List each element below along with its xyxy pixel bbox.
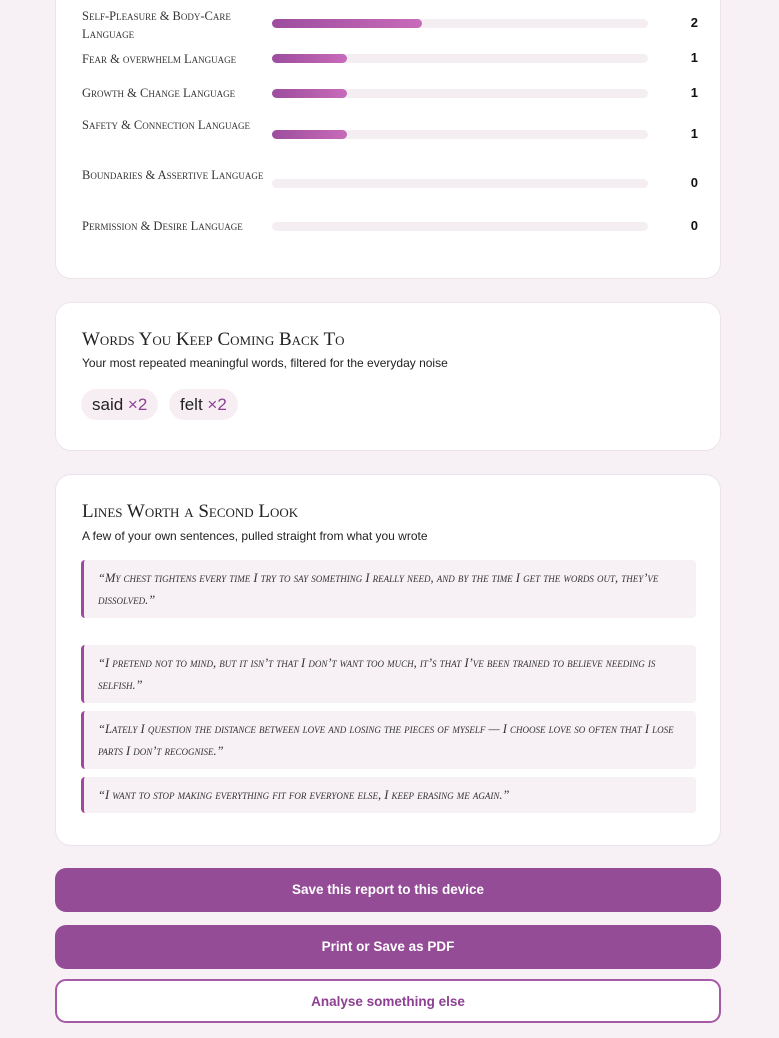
category-card <box>55 0 721 279</box>
category-label: Boundaries & Assertive Language <box>82 168 264 182</box>
category-count: 0 <box>690 218 698 233</box>
quoted-lines-card <box>55 474 721 846</box>
category-bar-track <box>272 179 648 188</box>
category-count: 2 <box>690 15 698 30</box>
print-pdf-button[interactable]: Print or Save as PDF <box>55 925 721 969</box>
section-title: Words You Keep Coming Back To <box>82 329 345 350</box>
category-count: 1 <box>690 85 698 100</box>
section-title: Lines Worth a Second Look <box>82 501 299 522</box>
category-label: Self-Pleasure & Body-Care Language <box>82 9 231 41</box>
quote-block: “I want to stop making everything fit for everyone else, I keep erasing me again.” <box>81 777 696 813</box>
category-bar-track <box>272 89 648 98</box>
category-label: Fear & overwhelm Language <box>82 52 237 66</box>
category-label: Safety & Connection Language <box>82 118 251 132</box>
word-chip-count: ×2 <box>207 395 227 414</box>
category-count: 1 <box>690 50 698 65</box>
word-chip <box>169 389 238 420</box>
word-chip <box>81 389 158 420</box>
category-bar-track <box>272 54 648 63</box>
category-count: 0 <box>690 175 698 190</box>
quote-block: “Lately I question the distance between love and losing the pieces of myself — I choose love so often that I lose parts I don’t recognise.” <box>81 711 696 769</box>
category-bar-fill <box>272 130 347 139</box>
category-bar-fill <box>272 89 347 98</box>
category-count: 1 <box>690 126 698 141</box>
repeated-words-card <box>55 302 721 451</box>
save-report-button[interactable]: Save this report to this device <box>55 868 721 912</box>
word-chip-word: said <box>92 395 124 414</box>
section-subtitle: A few of your own sentences, pulled straight from what you wrote <box>82 529 428 543</box>
quote-block: “I pretend not to mind, but it isn’t that I don’t want too much, it’s that I’ve been trained to believe needing is selfish.” <box>81 645 696 703</box>
category-bar-fill <box>272 54 347 63</box>
category-bar-track <box>272 130 648 139</box>
category-bar-track <box>272 19 648 28</box>
category-bar-track <box>272 222 648 231</box>
word-chip-word: felt <box>180 395 203 414</box>
category-label: Growth & Change Language <box>82 86 236 100</box>
category-bar-fill <box>272 19 422 28</box>
category-label: Permission & Desire Language <box>82 219 243 233</box>
quote-block: “My chest tightens every time I try to say something I really need, and by the time I get the words out, they’ve dissolved.” <box>81 560 696 618</box>
word-chip-count: ×2 <box>127 395 148 414</box>
analyse-again-button[interactable]: Analyse something else <box>55 979 721 1023</box>
section-subtitle: Your most repeated meaningful words, filtered for the everyday noise <box>82 356 448 370</box>
